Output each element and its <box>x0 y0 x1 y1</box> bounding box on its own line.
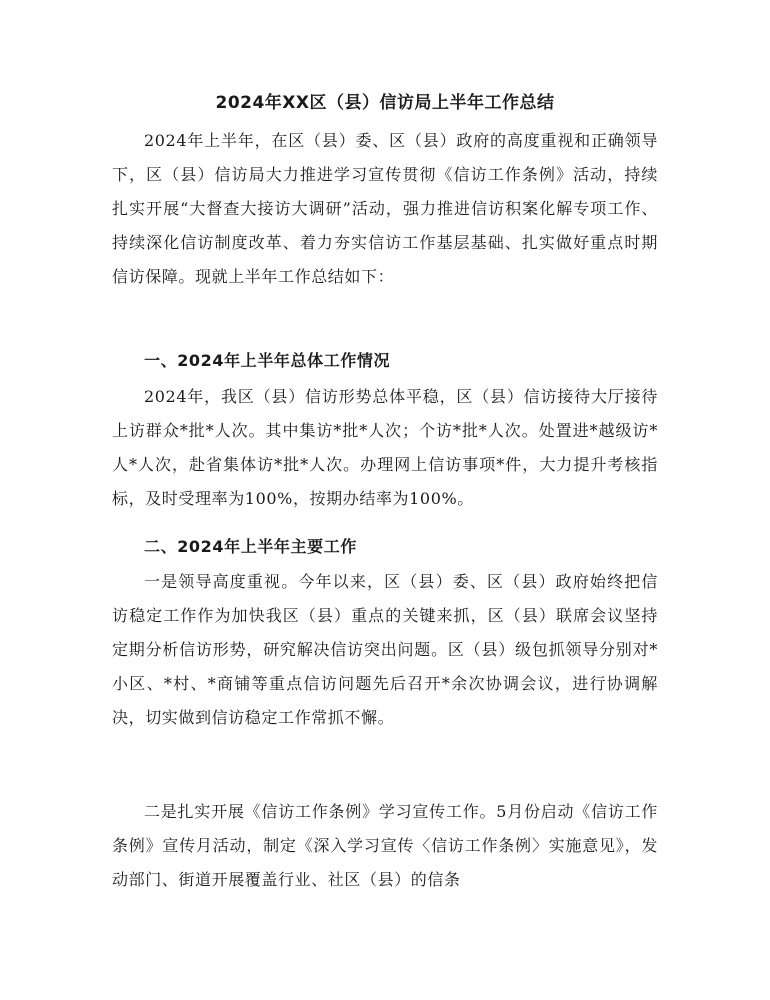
paragraph-leadership: 一是领导高度重视。今年以来，区（县）委、区（县）政府始终把信访稳定工作作为加快我区（县）重点的关键来抓，区（县）联席会议坚持定期分析信访形势，研究解决信访突出问题。区（县）级包抓领导分别对*小区、*村、*商铺等重点信访问题先后召开*余次协调会议，进行协调解决，切实做到信访稳定工作常抓不懈。 <box>112 572 658 727</box>
section-heading-overall: 一、2024年上半年总体工作情况 <box>144 351 391 370</box>
paragraph-regulation-publicity: 二是扎实开展《信访工作条例》学习宣传工作。5月份启动《信访工作条例》宣传月活动，制定《深入学习宣传〈信访工作条例〉实施意见》，发动部门、街道开展覆盖行业、社区（县）的信条 <box>112 802 658 889</box>
paragraph-overall-situation: 2024年，我区（县）信访形势总体平稳，区（县）信访接待大厅接待上访群众*批*人次。其中集访*批*人次；个访*批*人次。处置进*越级访*人*人次，赴省集体访*批*人次。办理网上信访事项*件，大力提升考核指标，及时受理率为100%，按期办结率为100%。 <box>112 387 658 508</box>
document-title: 2024年XX区（县）信访局上半年工作总结 <box>215 93 555 113</box>
section-heading-main-work: 二、2024年上半年主要工作 <box>144 537 357 556</box>
paragraph-intro: 2024年上半年，在区（县）委、区（县）政府的高度重视和正确领导下，区（县）信访局大力推进学习宣传贯彻《信访工作条例》活动，持续扎实开展“大督查大接访大调研”活动，强力推进信访积案化解专项工作、持续深化信访制度改革、着力夯实信访工作基层基础、扎实做好重点时期信访保障。现就上半年工作总结如下： <box>112 131 658 286</box>
